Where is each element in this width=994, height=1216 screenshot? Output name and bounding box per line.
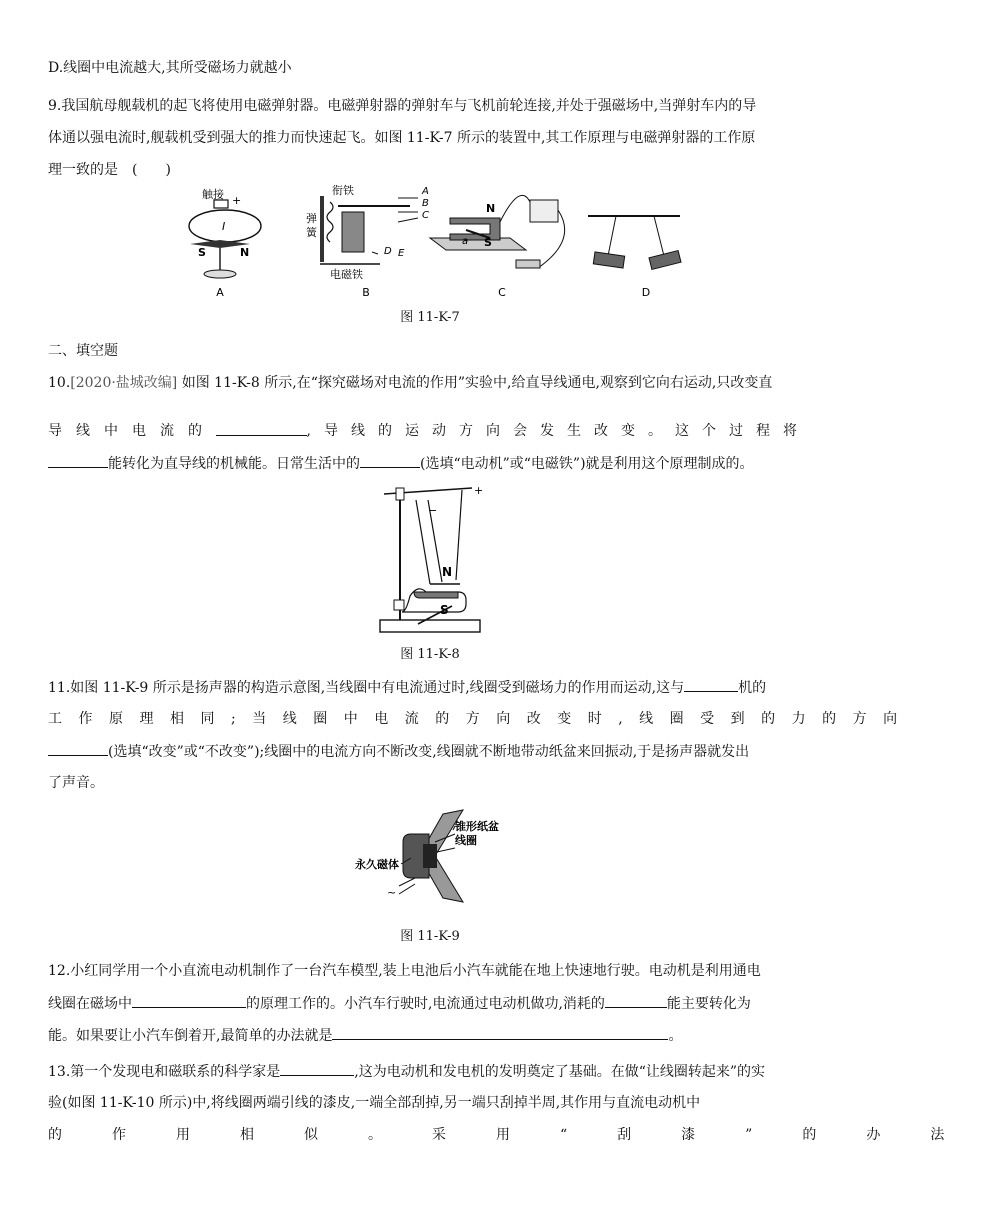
figure-b-spring-label-1: 弹 [306, 212, 317, 225]
q11-line-1-b: 机的 [738, 680, 767, 696]
figure-11-k-8-plus-label: + [474, 484, 484, 497]
q12-line-2-a: 线圈在磁场中 [48, 996, 132, 1012]
q12-line-3-a: 能。如果要让小汽车倒着开,最简单的办法就是 [48, 1028, 333, 1044]
figure-b-electromagnet-label: 电磁铁 [330, 268, 363, 281]
q10-blank-1[interactable] [216, 421, 307, 436]
q12-line-3 [48, 1025, 810, 1046]
figure-b-terminal-e: E [398, 248, 405, 259]
q10-blank-2[interactable] [48, 453, 108, 468]
figure-b-terminal-a: A [422, 186, 429, 197]
q9-line-2: 体通以强电流时,舰载机受到强大的推力而快速起飞。如图 11-K-7 所示的装置中,其工作原理与电磁弹射器的工作原 [48, 130, 756, 146]
figure-11-k-8-caption: 图 11-K-8 [400, 647, 460, 662]
figure-11-k-9-drawing [355, 808, 515, 904]
figure-c-s-label: S [484, 236, 492, 249]
figure-d-pendulums [588, 216, 681, 269]
q13-line-2: 验(如图 11-K-10 所示)中,将线圈两端引线的漆皮,一端全部刮掉,另一端只刮掉半周,其作用与直流电动机中 [48, 1095, 701, 1111]
q13-line-1-a: 13.第一个发现电和磁联系的科学家是 [48, 1064, 281, 1080]
q10-line-3-b: (选填“电动机”或“电磁铁”)就是利用这个原理制成的。 [420, 456, 754, 472]
q12-blank-1[interactable] [132, 993, 246, 1008]
q12-line-2-c: 能主要转化为 [666, 996, 751, 1012]
figure-11-k-9 [355, 808, 515, 904]
figure-c-apparatus [430, 195, 565, 268]
figure-b-terminal-d: D [384, 246, 392, 257]
figure-11-k-9-ac-label: ~ [387, 886, 397, 899]
figure-a-n-label: N [240, 246, 250, 259]
figure-11-k-7-caption: 图 11-K-7 [400, 310, 460, 325]
q13-line-1-b: ,这为电动机和发电机的发明奠定了基础。在做“让线圈转起来”的实 [354, 1064, 766, 1080]
q12-line-3-b: 。 [668, 1028, 683, 1044]
q11-line-2: 工作原理相同;当线圈中电流的方向改变时,线圈受到的力的方向 [48, 711, 914, 727]
q10-line-2-a: 导线中电流的 [48, 423, 216, 439]
figure-a-current-label: I [222, 220, 226, 233]
q13-blank-1[interactable] [280, 1061, 354, 1076]
figure-11-k-9-caption: 图 11-K-9 [400, 929, 460, 944]
figure-11-k-7-drawing [180, 182, 700, 302]
figure-c-n-label: N [486, 202, 496, 215]
figure-b-spring-label-2: 簧 [306, 226, 317, 239]
q9-line-1: 9.我国航母舰载机的起飞将使用电磁弹射器。电磁弹射器的弹射车与飞机前轮连接,并处于强磁场中,当弹射车内的导 [48, 98, 757, 114]
figure-label-a: A [216, 286, 224, 299]
q10-number: 10. [48, 375, 71, 391]
q13-line-1 [48, 1061, 810, 1082]
q12-blank-2[interactable] [605, 993, 667, 1008]
q10-line-2-b: ,导线的运动方向会发生改变。这个过程将 [306, 423, 810, 439]
figure-11-k-9-cone-label: 锥形纸盆 [455, 820, 499, 833]
figure-a-touch-label: 触接 [202, 188, 224, 201]
q11-line-1-a: 11.如图 11-K-9 所示是扬声器的构造示意图,当线圈中有电流通过时,线圈受到磁场力的作用而运动,这与 [48, 680, 685, 696]
figure-11-k-9-magnet-label: 永久磁体 [355, 858, 399, 871]
figure-11-k-8-s-label: S [440, 603, 449, 617]
q11-line-4: 了声音。 [48, 775, 104, 791]
q11-blank-1[interactable] [684, 677, 738, 692]
figure-a-coil [189, 187, 261, 278]
figure-11-k-8-minus-label: − [428, 504, 438, 517]
figure-b-terminal-b: B [422, 198, 429, 209]
q11-blank-2[interactable] [48, 741, 108, 756]
figure-b-terminal-c: C [422, 210, 429, 221]
q11-line-3-b: (选填“改变”或“不改变”);线圈中的电流方向不断改变,线圈就不断地带动纸盆来回振动,于是扬声器就发出 [108, 744, 750, 760]
figure-label-c: C [498, 286, 506, 299]
figure-11-k-8-n-label: N [442, 565, 453, 579]
section-title: 二、填空题 [48, 343, 118, 359]
q10-line-1-text: 如图 11-K-8 所示,在“探究磁场对电流的作用”实验中,给直导线通电,观察到它向右运动,只改变直 [177, 375, 773, 391]
figure-c-a-label: a [462, 236, 469, 247]
q10-line-3-a: 能转化为直导线的机械能。日常生活中的 [108, 456, 360, 472]
q9-line-3: 理一致的是 ( ) [48, 162, 171, 178]
q11-line-1 [48, 677, 810, 698]
figure-label-b: B [362, 286, 370, 299]
q10-line-3 [48, 453, 810, 474]
q11-line-3 [48, 741, 810, 762]
figure-11-k-8-drawing [370, 480, 490, 636]
q12-line-2 [48, 993, 810, 1014]
figure-b-relay [306, 183, 429, 281]
figure-b-armature-label: 衔铁 [332, 184, 354, 197]
q10-line-2 [48, 421, 810, 441]
figure-a-plus-label: + [232, 194, 242, 207]
figure-11-k-9-coil-label: 线圈 [455, 834, 477, 847]
figure-a-s-label: S [198, 246, 206, 259]
q12-line-2-b: 的原理工作的。小汽车行驶时,电流通过电动机做功,消耗的 [246, 996, 605, 1012]
figure-label-d: D [641, 286, 651, 299]
q10-line-1 [48, 373, 810, 393]
figure-11-k-7 [180, 182, 700, 302]
q8-option-d: D.线圈中电流越大,其所受磁场力就越小 [48, 60, 292, 76]
q10-source: [2020·盐城改编] [70, 375, 178, 391]
q12-blank-4[interactable] [332, 1025, 668, 1040]
q12-line-1: 12.小红同学用一个小直流电动机制作了一台汽车模型,装上电池后小汽车就能在地上快速地行驶。电动机是利用通电 [48, 963, 761, 979]
q10-blank-3[interactable] [360, 453, 420, 468]
q13-line-3: 的作用相似。采用“刮漆”的办法 [48, 1127, 994, 1143]
figure-11-k-8 [370, 480, 490, 636]
